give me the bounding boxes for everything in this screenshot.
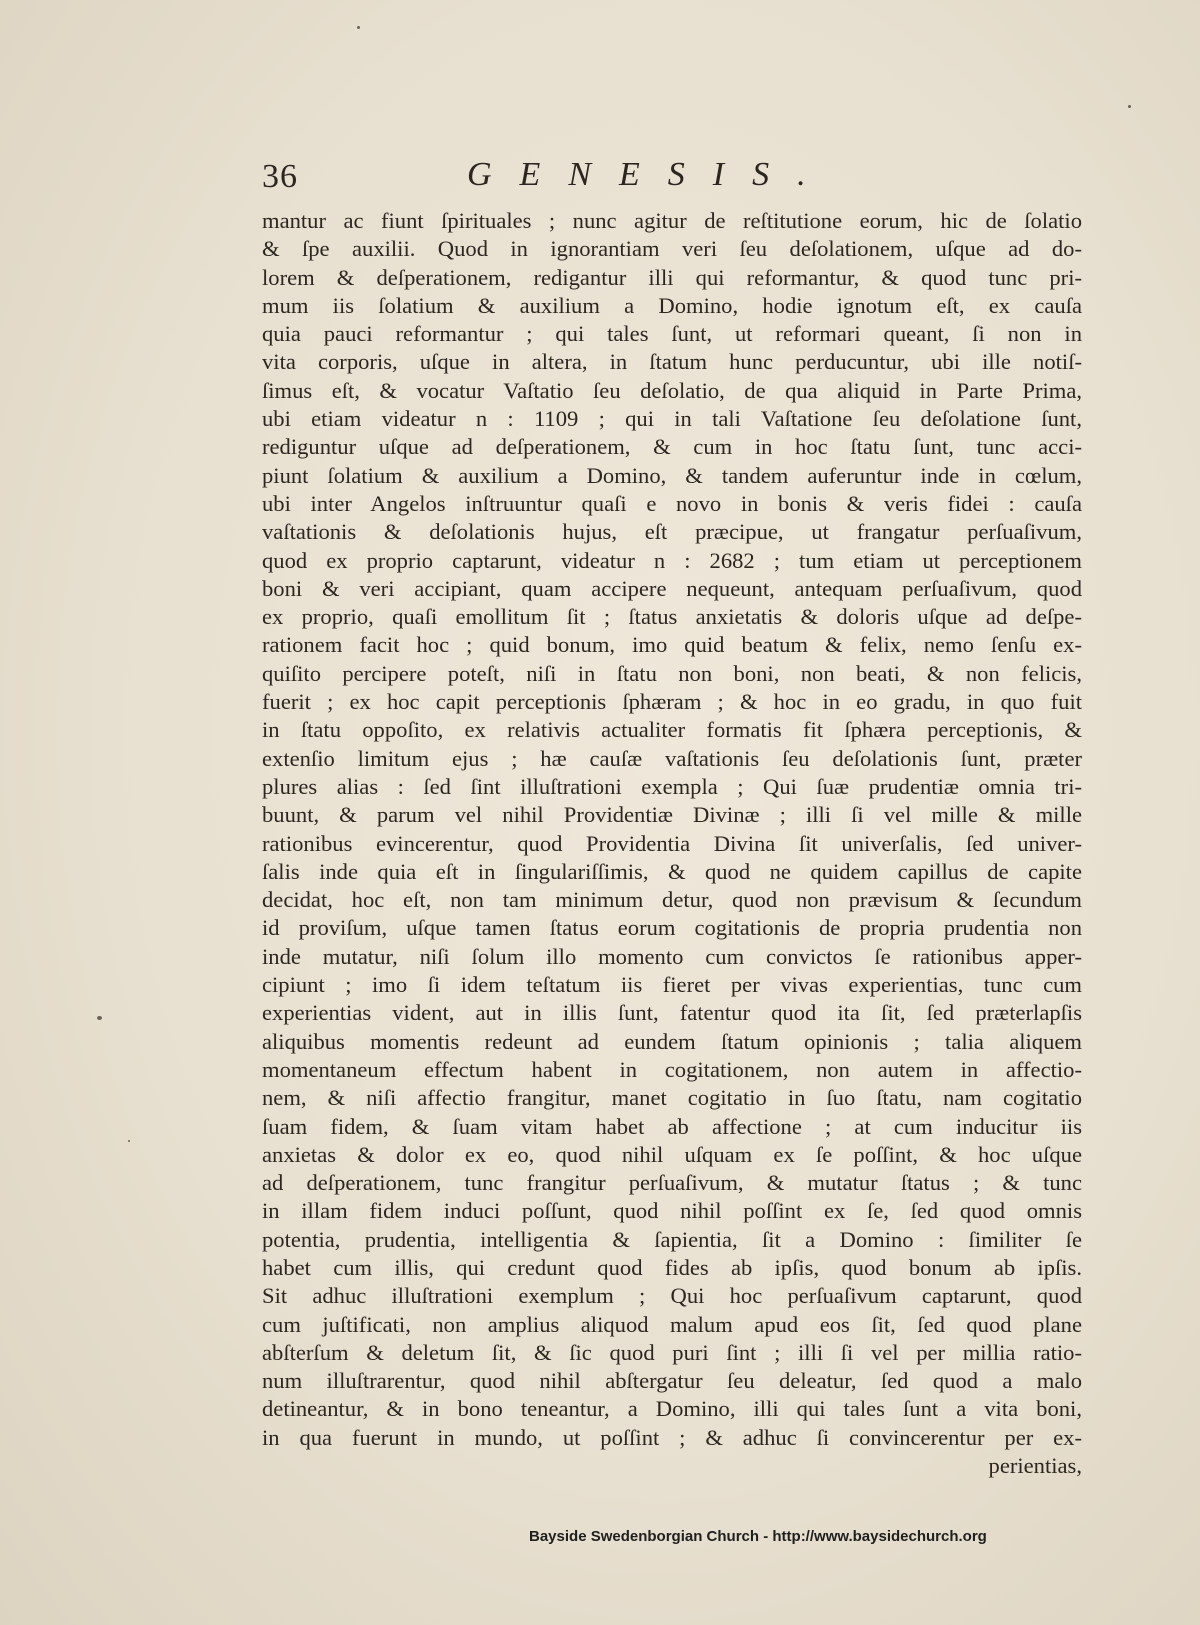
text-line: buunt, & parum vel nihil Providentiæ Divinæ ; illi ſi vel mille & mille [262, 802, 1082, 828]
text-line: quod ex proprio captarunt, videatur n : 2682 ; tum etiam ut perceptionem [262, 547, 1082, 573]
text-line: anxietas & dolor ex eo, quod nihil uſquam ex ſe poſſint, & hoc uſque [262, 1141, 1082, 1167]
text-line: ubi etiam videatur n : 1109 ; qui in tali Vaſtatione ſeu deſolatione ſunt, [262, 406, 1082, 432]
text-line: cipiunt ; imo ſi idem teſtatum iis fieret per vivas experientias, tunc cum [262, 972, 1082, 998]
text-line: mum iis ſolatium & auxilium a Domino, hodie ignotum eſt, ex cauſa [262, 292, 1082, 318]
body-text [262, 207, 1082, 1480]
paper-speck [357, 26, 360, 29]
running-title: GENESIS. [467, 156, 834, 193]
text-line: potentia, prudentia, intelligentia & ſapientia, ſit a Domino : ſimiliter ſe [262, 1226, 1082, 1252]
text-line: aliquibus momentis redeunt ad eundem ſtatum opinionis ; talia aliquem [262, 1028, 1082, 1054]
text-line: vaſtationis & deſolationis hujus, eſt præcipue, ut frangatur perſuaſivum, [262, 519, 1082, 545]
text-line: ſimus eſt, & vocatur Vaſtatio ſeu deſolatio, de qua aliquid in Parte Prima, [262, 377, 1082, 403]
text-line: decidat, hoc eſt, non tam minimum detur, quod non prævisum & ſecundum [262, 887, 1082, 913]
text-line: mantur ac fiunt ſpirituales ; nunc agitur de reſtitutione eorum, hic de ſolatio [262, 208, 1082, 233]
text-line: in qua fuerunt in mundo, ut poſſint ; & adhuc ſi convincerentur per ex- [262, 1424, 1082, 1450]
text-line: habet cum illis, qui credunt quod fides ab ipſis, quod bonum ab ipſis. [262, 1254, 1082, 1280]
paper-speck [1128, 105, 1131, 108]
text-line: rediguntur uſque ad deſperationem, & cum in hoc ſtatu ſunt, tunc acci- [262, 434, 1082, 460]
text-line: in ſtatu oppoſito, ex relativis actualiter formatis fit ſphæra perceptionis, & [262, 717, 1082, 743]
text-line: ſuam fidem, & ſuam vitam habet ab affectione ; at cum inducitur iis [262, 1113, 1082, 1139]
text-line: fuerit ; ex hoc capit perceptionis ſphæram ; & hoc in eo gradu, in quo fuit [262, 689, 1082, 715]
text-line: rationem facit hoc ; quid bonum, imo quid beatum & felix, nemo ſenſu ex- [262, 632, 1082, 658]
text-line: ſalis inde quia eſt in ſingulariſſimis, & quod ne quidem capillus de capite [262, 858, 1082, 884]
text-line: num illuſtrarentur, quod nihil abſtergatur ſeu deleatur, ſed quod a malo [262, 1368, 1082, 1394]
paper-speck [97, 1016, 102, 1020]
text-line: ubi inter Angelos inſtruuntur quaſi e novo in bonis & veris fidei : cauſa [262, 490, 1082, 516]
text-line: boni & veri accipiant, quam accipere nequeunt, antequam perſuaſivum, quod [262, 575, 1082, 601]
paper-speck [128, 1140, 130, 1142]
text-line: ex proprio, quaſi emollitum ſit ; ſtatus anxietatis & doloris uſque ad deſpe- [262, 604, 1082, 630]
text-line: detineantur, & in bono teneantur, a Domino, illi qui tales ſunt a vita boni, [262, 1396, 1082, 1422]
text-line: cum juſtificati, non amplius aliquod malum apud eos ſit, ſed quod plane [262, 1311, 1082, 1337]
text-line: extenſio limitum ejus ; hæ cauſæ vaſtationis ſeu deſolationis ſunt, præter [262, 745, 1082, 771]
text-line: ad deſperationem, tunc frangitur perſuaſivum, & mutatur ſtatus ; & tunc [262, 1170, 1082, 1196]
text-line: vita corporis, uſque in altera, in ſtatum hunc perducuntur, ubi ille notiſ- [262, 349, 1082, 375]
text-line: piunt ſolatium & auxilium a Domino, & tandem auferuntur inde in cœlum, [262, 462, 1082, 488]
page-number: 36 [262, 158, 298, 195]
text-line: quia pauci reformantur ; qui tales ſunt, ut reformari queant, ſi non in [262, 321, 1082, 347]
footer-credit: Bayside Swedenborgian Church - http://www.baysidechurch.org [529, 1528, 987, 1545]
text-line: quiſito percipere poteſt, niſi in ſtatu non boni, non beati, & non felicis, [262, 660, 1082, 686]
text-line: rationibus evincerentur, quod Providentia Divina ſit univerſalis, ſed univer- [262, 830, 1082, 856]
text-line: & ſpe auxilii. Quod in ignorantiam veri ſeu deſolationem, uſque ad do- [262, 236, 1082, 262]
text-line: Sit adhuc illuſtrationi exemplum ; Qui hoc perſuaſivum captarunt, quod [262, 1283, 1082, 1309]
text-line: experientias vident, aut in illis ſunt, fatentur quod ita ſit, ſed præterlapſis [262, 1000, 1082, 1026]
text-line: lorem & deſperationem, redigantur illi qui reformantur, & quod tunc pri- [262, 264, 1082, 290]
text-line: inde mutatur, niſi ſolum illo momento cum convictos ſe rationibus apper- [262, 943, 1082, 969]
text-line: momentaneum effectum habent in cogitationem, non autem in affectio- [262, 1056, 1082, 1082]
text-line: nem, & niſi affectio frangitur, manet cogitatio in ſuo ſtatu, nam cogitatio [262, 1085, 1082, 1111]
catchword-line: perientias, [988, 1453, 1082, 1479]
text-line: abſterſum & deletum ſit, & ſic quod puri ſint ; illi ſi vel per millia ratio- [262, 1339, 1082, 1365]
text-line: id proviſum, uſque tamen ſtatus eorum cogitationis de propria prudentia non [262, 915, 1082, 941]
page-header [262, 150, 1072, 198]
text-line: in illam fidem induci poſſunt, quod nihil poſſint ex ſe, ſed quod omnis [262, 1198, 1082, 1224]
text-line: plures alias : ſed ſint illuſtrationi exempla ; Qui ſuæ prudentiæ omnia tri- [262, 773, 1082, 799]
